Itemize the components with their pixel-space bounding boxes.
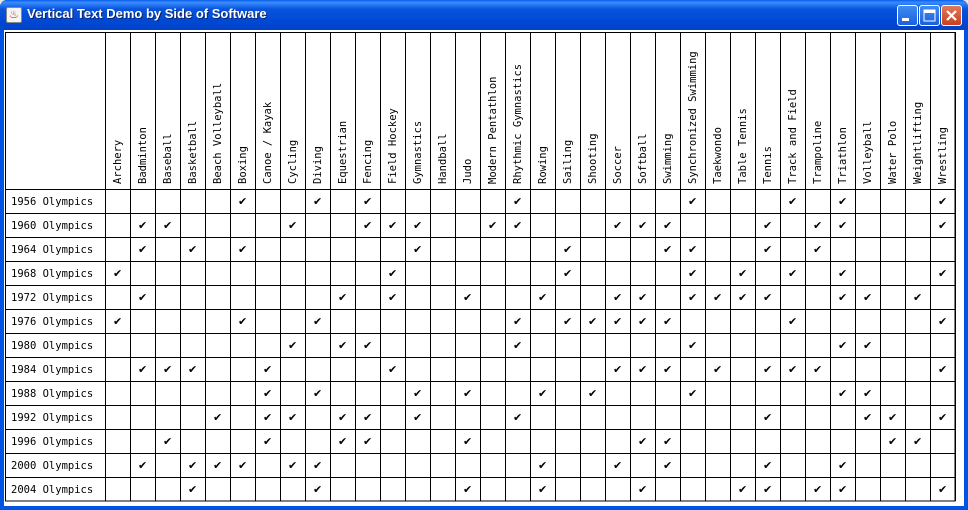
check-mark-icon: ✔ — [813, 243, 823, 256]
column-header-fencing: Fencing — [362, 139, 374, 184]
check-mark-icon: ✔ — [688, 339, 698, 352]
row-label: 1976 Olympics — [11, 316, 94, 328]
app-icon[interactable] — [6, 7, 22, 23]
column-header-diving: Diving — [312, 146, 324, 184]
check-mark-icon: ✔ — [838, 339, 848, 352]
column-header-swimming: Swimming — [662, 133, 674, 184]
column-header-handball: Handball — [437, 133, 449, 184]
check-mark-icon: ✔ — [863, 291, 873, 304]
check-mark-icon: ✔ — [313, 483, 323, 496]
check-mark-icon: ✔ — [463, 435, 473, 448]
check-mark-icon: ✔ — [388, 291, 398, 304]
check-mark-icon: ✔ — [363, 219, 373, 232]
check-mark-icon: ✔ — [788, 315, 798, 328]
check-mark-icon: ✔ — [788, 267, 798, 280]
check-mark-icon: ✔ — [288, 339, 298, 352]
check-mark-icon: ✔ — [688, 243, 698, 256]
check-mark-icon: ✔ — [363, 435, 373, 448]
maximize-button[interactable] — [919, 5, 940, 26]
column-header-track-and-field: Track and Field — [787, 89, 799, 184]
check-mark-icon: ✔ — [913, 291, 923, 304]
check-mark-icon: ✔ — [163, 435, 173, 448]
check-mark-icon: ✔ — [938, 483, 948, 496]
column-header-cycling: Cycling — [287, 139, 299, 184]
column-header-taekwondo: Taekwondo — [712, 127, 724, 184]
check-mark-icon: ✔ — [238, 315, 248, 328]
check-mark-icon: ✔ — [363, 411, 373, 424]
check-mark-icon: ✔ — [138, 363, 148, 376]
check-mark-icon: ✔ — [763, 243, 773, 256]
check-mark-icon: ✔ — [563, 243, 573, 256]
check-mark-icon: ✔ — [413, 219, 423, 232]
check-mark-icon: ✔ — [938, 363, 948, 376]
title-bar[interactable] — [0, 0, 968, 30]
check-mark-icon: ✔ — [513, 315, 523, 328]
check-mark-icon: ✔ — [113, 267, 123, 280]
check-mark-icon: ✔ — [313, 387, 323, 400]
check-mark-icon: ✔ — [238, 195, 248, 208]
check-mark-icon: ✔ — [188, 243, 198, 256]
check-mark-icon: ✔ — [188, 483, 198, 496]
column-header-judo: Judo — [462, 158, 474, 184]
check-mark-icon: ✔ — [163, 363, 173, 376]
minimize-icon — [898, 6, 917, 25]
check-mark-icon: ✔ — [613, 363, 623, 376]
row-label: 1984 Olympics — [11, 364, 94, 376]
check-mark-icon: ✔ — [288, 219, 298, 232]
check-mark-icon: ✔ — [588, 387, 598, 400]
column-header-wrestling: Wrestling — [937, 127, 949, 184]
check-mark-icon: ✔ — [763, 483, 773, 496]
check-mark-icon: ✔ — [663, 363, 673, 376]
check-mark-icon: ✔ — [263, 435, 273, 448]
check-mark-icon: ✔ — [413, 411, 423, 424]
row-label: 2000 Olympics — [11, 460, 94, 472]
check-mark-icon: ✔ — [838, 387, 848, 400]
check-mark-icon: ✔ — [938, 195, 948, 208]
check-mark-icon: ✔ — [788, 363, 798, 376]
check-mark-icon: ✔ — [238, 243, 248, 256]
row-label: 1964 Olympics — [11, 244, 94, 256]
column-header-rowing: Rowing — [537, 146, 549, 184]
check-mark-icon: ✔ — [688, 387, 698, 400]
check-mark-icon: ✔ — [638, 483, 648, 496]
check-mark-icon: ✔ — [163, 219, 173, 232]
check-mark-icon: ✔ — [263, 387, 273, 400]
row-label: 1996 Olympics — [11, 436, 94, 448]
check-mark-icon: ✔ — [338, 411, 348, 424]
column-header-gymnastics: Gymnastics — [412, 120, 424, 184]
check-mark-icon: ✔ — [663, 219, 673, 232]
check-mark-icon: ✔ — [138, 291, 148, 304]
check-mark-icon: ✔ — [938, 411, 948, 424]
check-mark-icon: ✔ — [388, 219, 398, 232]
row-label: 1972 Olympics — [11, 292, 94, 304]
row-label: 1968 Olympics — [11, 268, 94, 280]
check-mark-icon: ✔ — [338, 435, 348, 448]
column-header-boxing: Boxing — [237, 146, 249, 184]
check-mark-icon: ✔ — [888, 435, 898, 448]
check-mark-icon: ✔ — [763, 219, 773, 232]
column-header-weightlifting: Weightlifting — [912, 101, 924, 184]
table-panel — [4, 30, 964, 506]
check-mark-icon: ✔ — [938, 219, 948, 232]
check-mark-icon: ✔ — [813, 219, 823, 232]
column-header-badminton: Badminton — [137, 127, 149, 184]
check-mark-icon: ✔ — [363, 195, 373, 208]
check-mark-icon: ✔ — [463, 387, 473, 400]
check-mark-icon: ✔ — [638, 435, 648, 448]
column-header-shooting: Shooting — [587, 133, 599, 184]
check-mark-icon: ✔ — [838, 291, 848, 304]
window-title: Vertical Text Demo by Side of Software — [27, 6, 267, 21]
check-mark-icon: ✔ — [413, 243, 423, 256]
check-mark-icon: ✔ — [563, 267, 573, 280]
check-mark-icon: ✔ — [888, 411, 898, 424]
check-mark-icon: ✔ — [313, 315, 323, 328]
maximize-icon — [920, 6, 939, 25]
check-mark-icon: ✔ — [388, 363, 398, 376]
row-label: 1960 Olympics — [11, 220, 94, 232]
check-mark-icon: ✔ — [838, 483, 848, 496]
column-header-modern-pentathlon: Modern Pentathlon — [487, 76, 499, 184]
check-mark-icon: ✔ — [813, 363, 823, 376]
check-mark-icon: ✔ — [688, 195, 698, 208]
check-mark-icon: ✔ — [563, 315, 573, 328]
close-icon — [942, 6, 961, 25]
check-mark-icon: ✔ — [513, 219, 523, 232]
check-mark-icon: ✔ — [763, 459, 773, 472]
check-mark-icon: ✔ — [638, 315, 648, 328]
check-mark-icon: ✔ — [513, 195, 523, 208]
column-header-softball: Softball — [637, 133, 649, 184]
check-mark-icon: ✔ — [538, 291, 548, 304]
check-mark-icon: ✔ — [788, 195, 798, 208]
check-mark-icon: ✔ — [638, 219, 648, 232]
check-mark-icon: ✔ — [263, 363, 273, 376]
check-mark-icon: ✔ — [913, 435, 923, 448]
column-header-synchronized-swimming: Synchronized Swimming — [687, 51, 699, 184]
close-button[interactable] — [941, 5, 962, 26]
check-mark-icon: ✔ — [713, 363, 723, 376]
check-mark-icon: ✔ — [113, 315, 123, 328]
check-mark-icon: ✔ — [238, 459, 248, 472]
check-mark-icon: ✔ — [838, 267, 848, 280]
check-mark-icon: ✔ — [613, 291, 623, 304]
check-mark-icon: ✔ — [513, 411, 523, 424]
check-mark-icon: ✔ — [413, 387, 423, 400]
check-mark-icon: ✔ — [613, 459, 623, 472]
check-mark-icon: ✔ — [388, 267, 398, 280]
check-mark-icon: ✔ — [738, 483, 748, 496]
check-mark-icon: ✔ — [363, 339, 373, 352]
check-mark-icon: ✔ — [213, 459, 223, 472]
check-mark-icon: ✔ — [513, 339, 523, 352]
check-mark-icon: ✔ — [663, 315, 673, 328]
check-mark-icon: ✔ — [188, 363, 198, 376]
column-header-trampoline: Trampoline — [812, 120, 824, 184]
check-mark-icon: ✔ — [738, 291, 748, 304]
check-mark-icon: ✔ — [638, 363, 648, 376]
check-mark-icon: ✔ — [288, 459, 298, 472]
row-label: 1992 Olympics — [11, 412, 94, 424]
check-mark-icon: ✔ — [688, 291, 698, 304]
column-header-basketball: Basketball — [187, 120, 199, 184]
check-mark-icon: ✔ — [338, 291, 348, 304]
check-mark-icon: ✔ — [463, 291, 473, 304]
check-mark-icon: ✔ — [538, 483, 548, 496]
check-mark-icon: ✔ — [313, 195, 323, 208]
check-mark-icon: ✔ — [288, 411, 298, 424]
column-header-baseball: Baseball — [162, 133, 174, 184]
row-label: 1980 Olympics — [11, 340, 94, 352]
check-mark-icon: ✔ — [938, 315, 948, 328]
check-mark-icon: ✔ — [938, 267, 948, 280]
check-mark-icon: ✔ — [663, 435, 673, 448]
column-header-beach-volleyball: Beach Volleyball — [212, 82, 224, 184]
check-mark-icon: ✔ — [738, 267, 748, 280]
check-mark-icon: ✔ — [763, 291, 773, 304]
check-mark-icon: ✔ — [838, 219, 848, 232]
check-mark-icon: ✔ — [763, 363, 773, 376]
check-mark-icon: ✔ — [813, 483, 823, 496]
check-mark-icon: ✔ — [613, 219, 623, 232]
check-mark-icon: ✔ — [213, 411, 223, 424]
column-header-rhythmic-gymnastics: Rhythmic Gymnastics — [512, 63, 524, 184]
check-mark-icon: ✔ — [463, 483, 473, 496]
check-mark-icon: ✔ — [188, 459, 198, 472]
column-header-sailing: Sailing — [562, 139, 574, 184]
check-mark-icon: ✔ — [863, 387, 873, 400]
row-label: 1956 Olympics — [11, 196, 94, 208]
check-mark-icon: ✔ — [538, 459, 548, 472]
column-header-volleyball: Volleyball — [862, 120, 874, 184]
check-mark-icon: ✔ — [863, 339, 873, 352]
check-mark-icon: ✔ — [538, 387, 548, 400]
column-header-table-tennis: Table Tennis — [737, 108, 749, 184]
check-mark-icon: ✔ — [338, 339, 348, 352]
check-mark-icon: ✔ — [663, 459, 673, 472]
check-mark-icon: ✔ — [763, 411, 773, 424]
column-header-archery: Archery — [112, 139, 124, 184]
minimize-button[interactable] — [897, 5, 918, 26]
check-mark-icon: ✔ — [138, 219, 148, 232]
check-mark-icon: ✔ — [838, 195, 848, 208]
column-header-triathlon: Triathlon — [837, 127, 849, 184]
column-header-soccer: Soccer — [612, 146, 624, 184]
column-header-field-hockey: Field Hockey — [387, 108, 399, 184]
check-mark-icon: ✔ — [488, 219, 498, 232]
check-mark-icon: ✔ — [138, 459, 148, 472]
check-mark-icon: ✔ — [863, 411, 873, 424]
column-header-canoe-kayak: Canoe / Kayak — [262, 101, 274, 184]
row-label: 2004 Olympics — [11, 484, 94, 496]
check-mark-icon: ✔ — [313, 459, 323, 472]
check-mark-icon: ✔ — [263, 411, 273, 424]
check-mark-icon: ✔ — [838, 459, 848, 472]
check-mark-icon: ✔ — [663, 243, 673, 256]
app-icon-glyph: ♨ — [9, 8, 19, 21]
column-header-tennis: Tennis — [762, 146, 774, 184]
check-mark-icon: ✔ — [588, 315, 598, 328]
check-mark-icon: ✔ — [688, 267, 698, 280]
row-label: 1988 Olympics — [11, 388, 94, 400]
check-mark-icon: ✔ — [613, 315, 623, 328]
check-mark-icon: ✔ — [713, 291, 723, 304]
olympic-sports-table — [4, 30, 964, 506]
column-header-water-polo: Water Polo — [887, 120, 899, 184]
column-header-equestrian: Equestrian — [337, 120, 349, 184]
check-mark-icon: ✔ — [138, 243, 148, 256]
check-mark-icon: ✔ — [638, 291, 648, 304]
